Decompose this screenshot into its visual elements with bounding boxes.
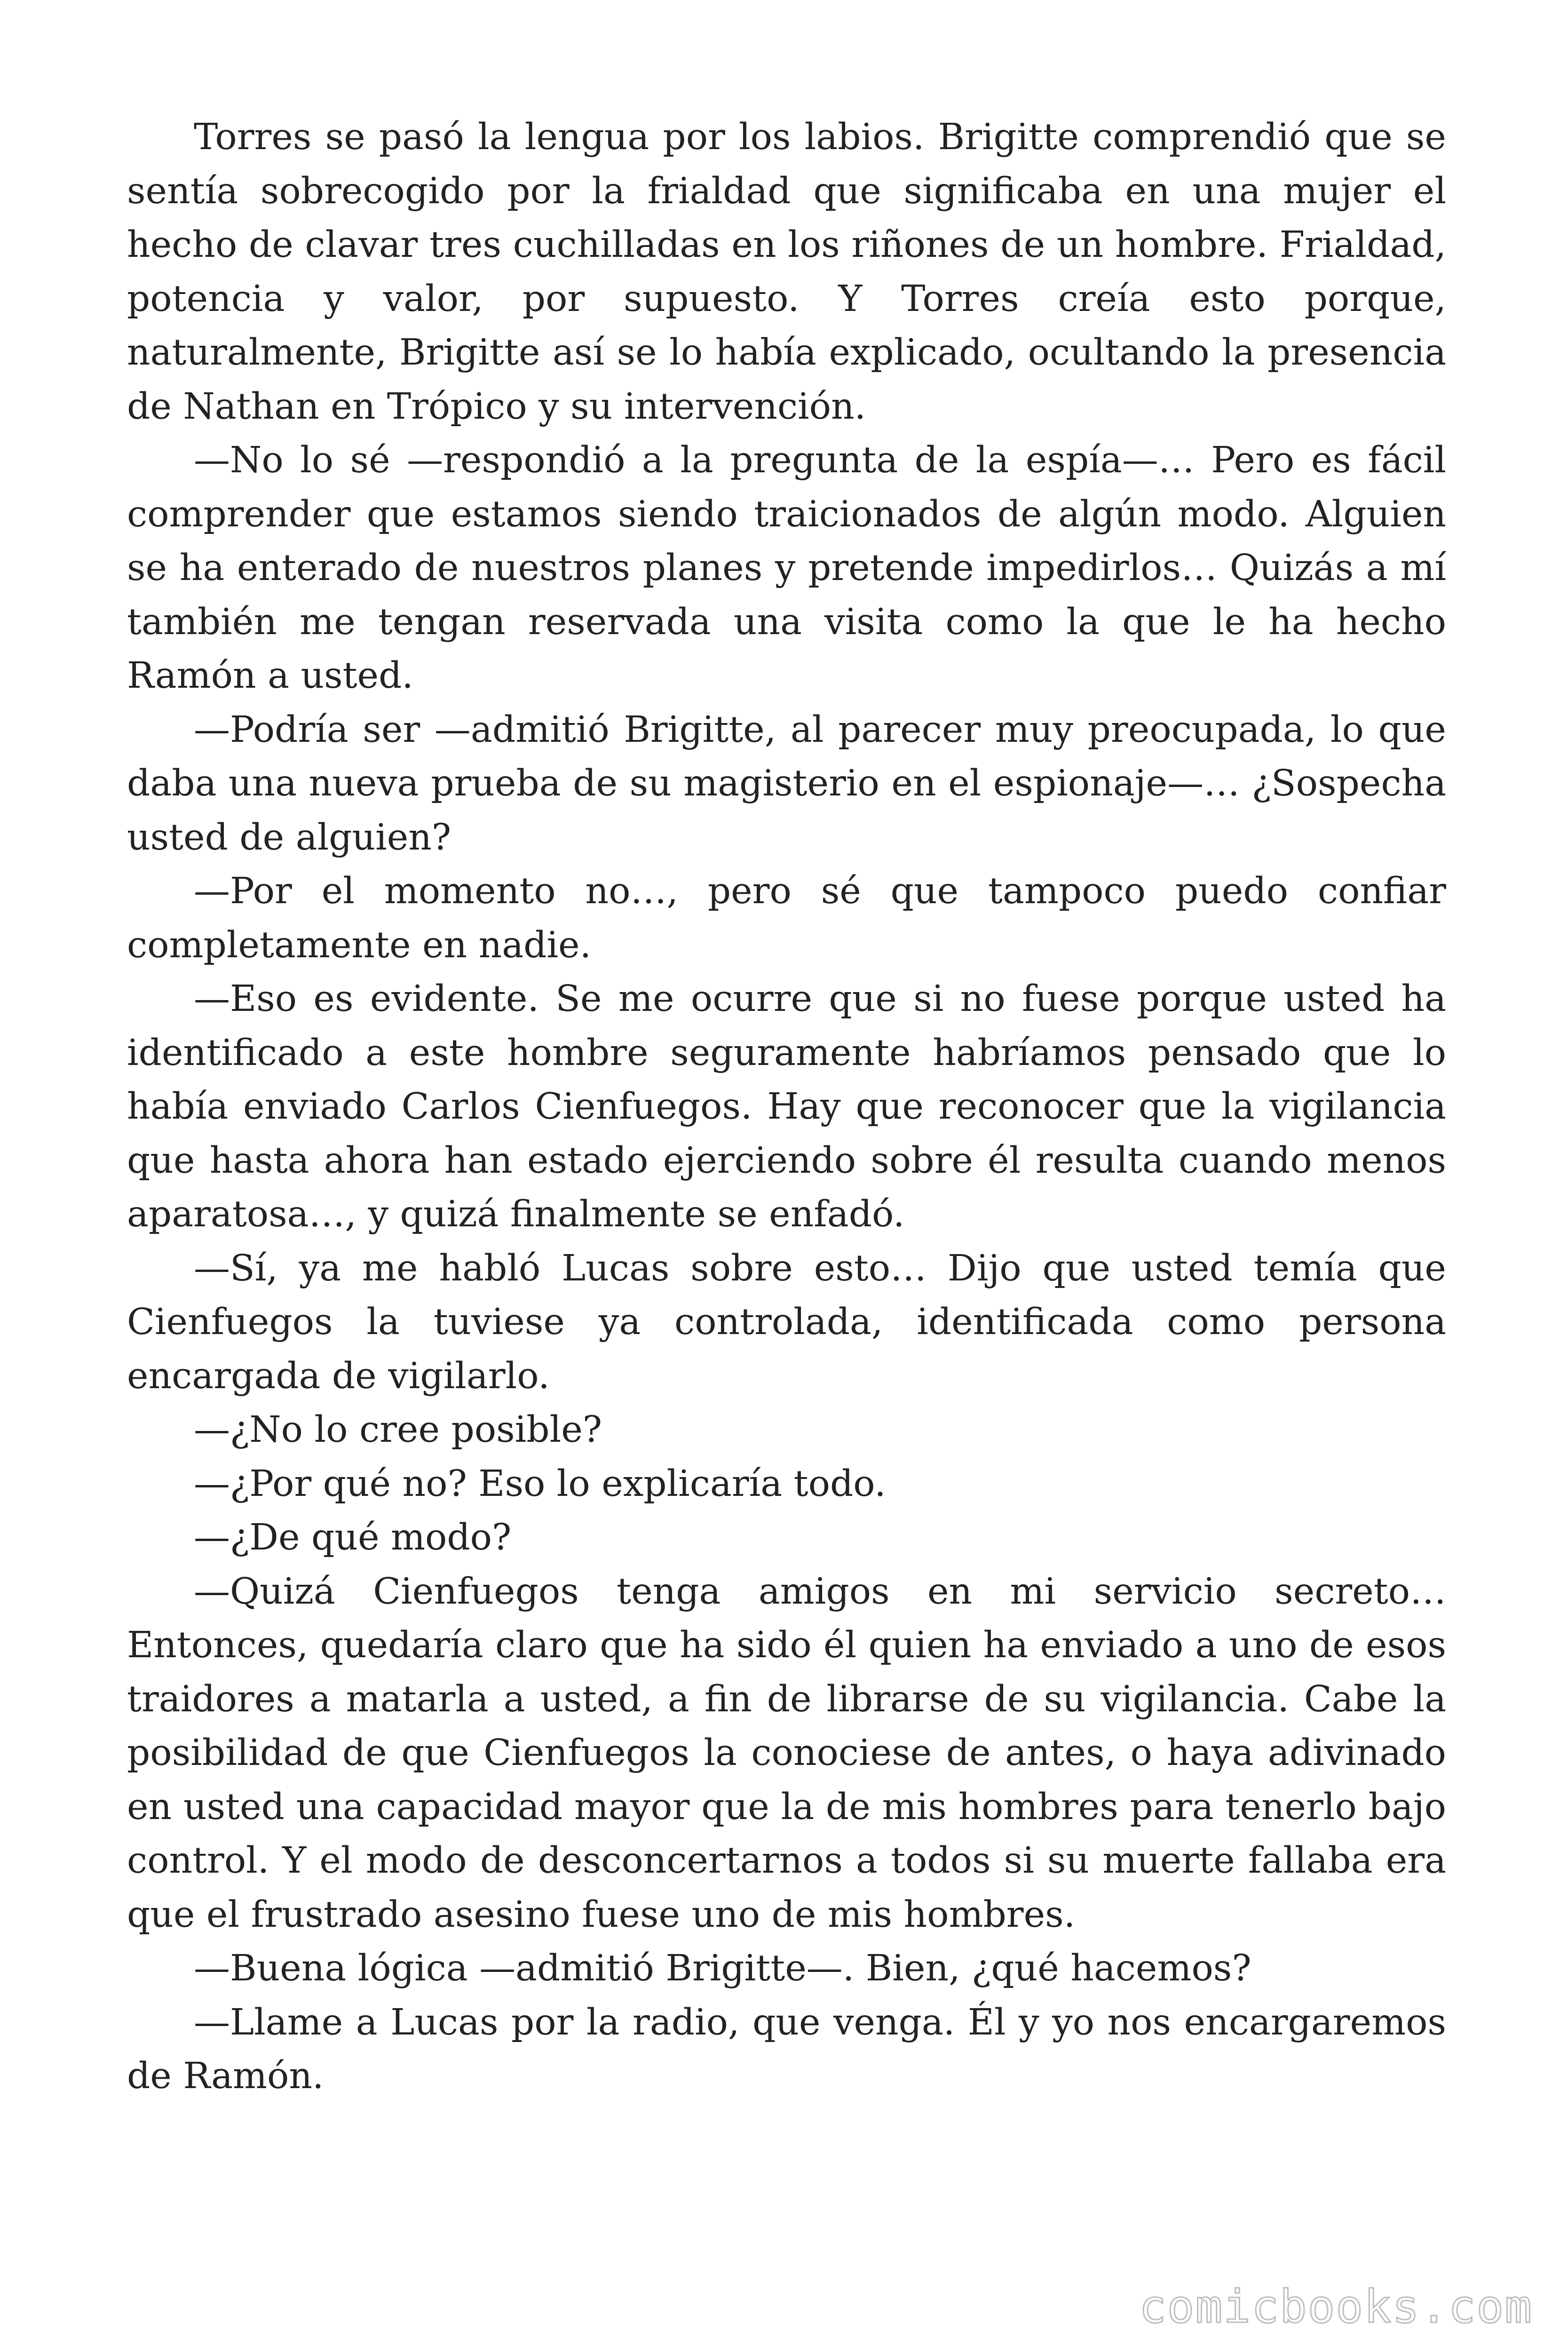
paragraph-3: —Podría ser —admitió Brigitte, al parecer muy preocupada, lo que daba una nueva prueba de su magisterio en el espionaje—… ¿Sospecha usted de alguien? xyxy=(127,708,1446,858)
paragraph-2: —No lo sé —respondió a la pregunta de la espía—… Pero es fácil comprender que estamos siendo traicionados de algún modo. Alguien se ha enterado de nuestros planes y pretende impedirlos… Quizás a mí también me tengan reservada una visita como la que le ha hecho Ramón a usted. xyxy=(127,439,1446,697)
paragraph-12: —Llame a Lucas por la radio, que venga. Él y yo nos encargaremos de Ramón. xyxy=(127,2001,1446,2097)
paragraph-1: Torres se pasó la lengua por los labios. Brigitte comprendió que se sentía sobrecogido por la frialdad que significaba en una mujer el hecho de clavar tres cuchilladas en los riñones de un hombre. Frialdad, potencia y valor, por supuesto. Y Torres creía esto porque, naturalmente, Brigitte así se lo había explicado, ocultando la presencia de Nathan en Trópico y su intervención. xyxy=(127,116,1446,428)
paragraph-9: —¿De qué modo? xyxy=(194,1517,512,1558)
watermark: comicbooks.com xyxy=(1139,2280,1533,2333)
page-body xyxy=(127,111,1446,2104)
paragraph-4: —Por el momento no…, pero sé que tampoco puedo confiar completamente en nadie. xyxy=(127,870,1446,966)
paragraph-6: —Sí, ya me habló Lucas sobre esto… Dijo que usted temía que Cienfuegos la tuviese ya controlada, identificada como persona encargada de vigilarlo. xyxy=(127,1247,1446,1397)
paragraph-10: —Quizá Cienfuegos tenga amigos en mi servicio secreto… Entonces, quedaría claro que ha sido él quien ha enviado a uno de esos traidores a matarla a usted, a fin de librarse de su vigilancia. Cabe la posibilidad de que Cienfuegos la conociese de antes, o haya adivinado en usted una capacidad mayor que la de mis hombres para tenerlo bajo control. Y el modo de desconcertarnos a todos si su muerte fallaba era que el frustrado asesino fuese uno de mis hombres. xyxy=(127,1570,1446,1936)
paragraph-5: —Eso es evidente. Se me ocurre que si no fuese porque usted ha identificado a este hombre seguramente habríamos pensado que lo había enviado Carlos Cienfuegos. Hay que reconocer que la vigilancia que hasta ahora han estado ejerciendo sobre él resulta cuando menos aparatosa…, y quizá finalmente se enfadó. xyxy=(127,978,1446,1235)
paragraph-7: —¿No lo cree posible? xyxy=(194,1409,602,1451)
paragraph-11: —Buena lógica —admitió Brigitte—. Bien, ¿qué hacemos? xyxy=(194,1947,1251,1989)
paragraph-8: —¿Por qué no? Eso lo explicaría todo. xyxy=(194,1462,886,1505)
